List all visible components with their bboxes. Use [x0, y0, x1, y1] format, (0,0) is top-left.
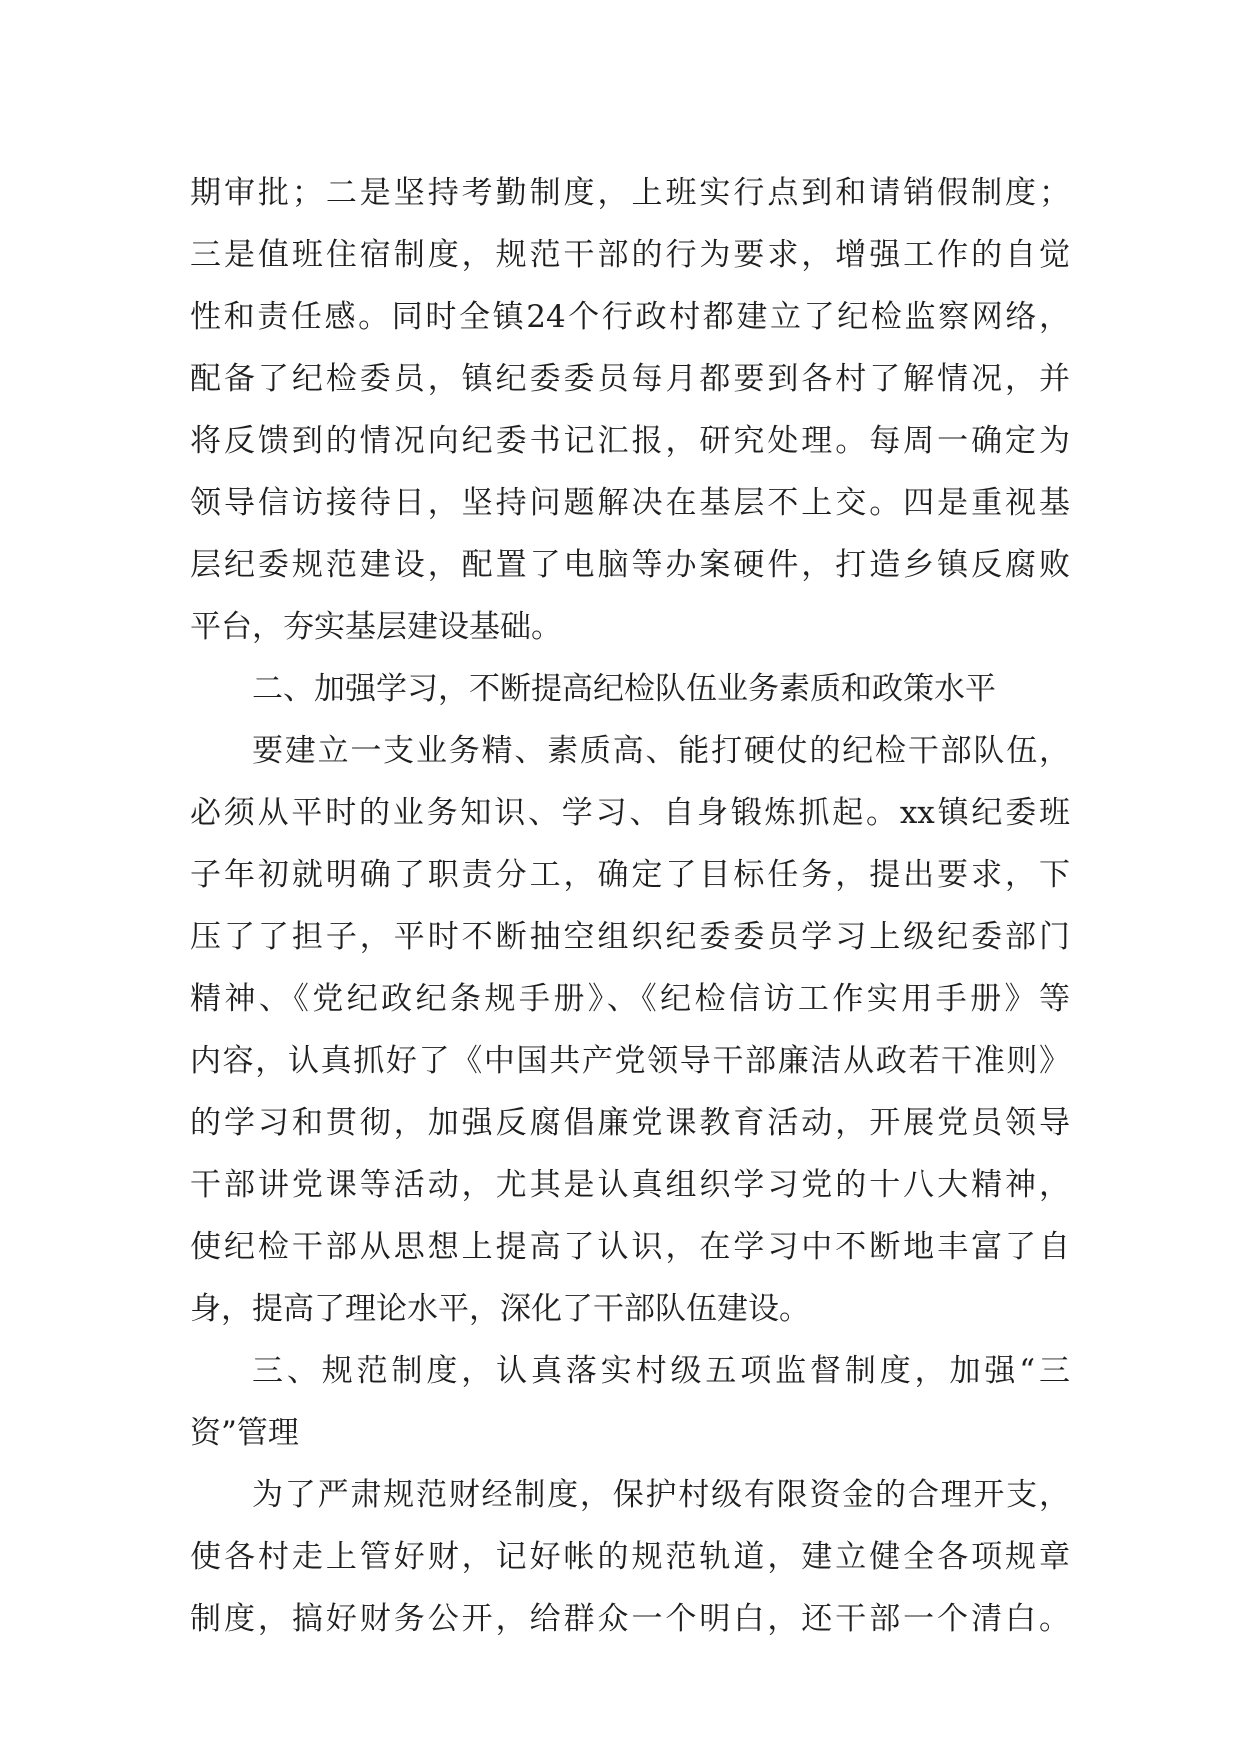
text-line: 内容，认真抓好了《中国共产党领导干部廉洁从政若干准则》 — [190, 1043, 1070, 1079]
text-line: 干部讲党课等活动，尤其是认真组织学习党的十八大精神， — [190, 1167, 1070, 1203]
text-line: 平台，夯实基层建设基础。 — [190, 609, 562, 645]
text-line: 为了严肃规范财经制度，保护村级有限资金的合理开支， — [252, 1477, 1070, 1513]
text-line: 必须从平时的业务知识、学习、自身锻炼抓起。xx镇纪委班 — [190, 795, 1070, 831]
text-line: 使各村走上管好财，记好帐的规范轨道，建立健全各项规章 — [190, 1539, 1070, 1575]
text-line: 层纪委规范建设，配置了电脑等办案硬件，打造乡镇反腐败 — [190, 547, 1070, 583]
text-line: 性和责任感。同时全镇24个行政村都建立了纪检监察网络， — [190, 299, 1070, 335]
text-line: 使纪检干部从思想上提高了认识，在学习中不断地丰富了自 — [190, 1229, 1070, 1265]
text-line: 三是值班住宿制度，规范干部的行为要求，增强工作的自觉 — [190, 237, 1070, 273]
text-line: 期审批；二是坚持考勤制度，上班实行点到和请销假制度； — [190, 175, 1070, 211]
text-line: 压了了担子，平时不断抽空组织纪委委员学习上级纪委部门 — [190, 919, 1070, 955]
section-heading-3: 三、规范制度，认真落实村级五项监督制度，加强“三 — [252, 1353, 1070, 1389]
document-body — [190, 162, 1070, 1650]
section-heading-2: 二、加强学习，不断提高纪检队伍业务素质和政策水平 — [252, 671, 996, 707]
text-line: 精神、《党纪政纪条规手册》、《纪检信访工作实用手册》等 — [190, 981, 1070, 1017]
text-line: 领导信访接待日，坚持问题解决在基层不上交。四是重视基 — [190, 485, 1070, 521]
text-line: 身，提高了理论水平，深化了干部队伍建设。 — [190, 1291, 810, 1327]
text-line: 制度，搞好财务公开，给群众一个明白，还干部一个清白。 — [190, 1601, 1070, 1637]
text-line: 的学习和贯彻，加强反腐倡廉党课教育活动，开展党员领导 — [190, 1105, 1070, 1141]
text-line: 子年初就明确了职责分工，确定了目标任务，提出要求，下 — [190, 857, 1070, 893]
text-line: 将反馈到的情况向纪委书记汇报，研究处理。每周一确定为 — [190, 423, 1070, 459]
text-line: 配备了纪检委员，镇纪委委员每月都要到各村了解情况，并 — [190, 361, 1070, 397]
section-heading-3-cont: 资”管理 — [190, 1415, 299, 1451]
text-line: 要建立一支业务精、素质高、能打硬仗的纪检干部队伍， — [252, 733, 1070, 769]
